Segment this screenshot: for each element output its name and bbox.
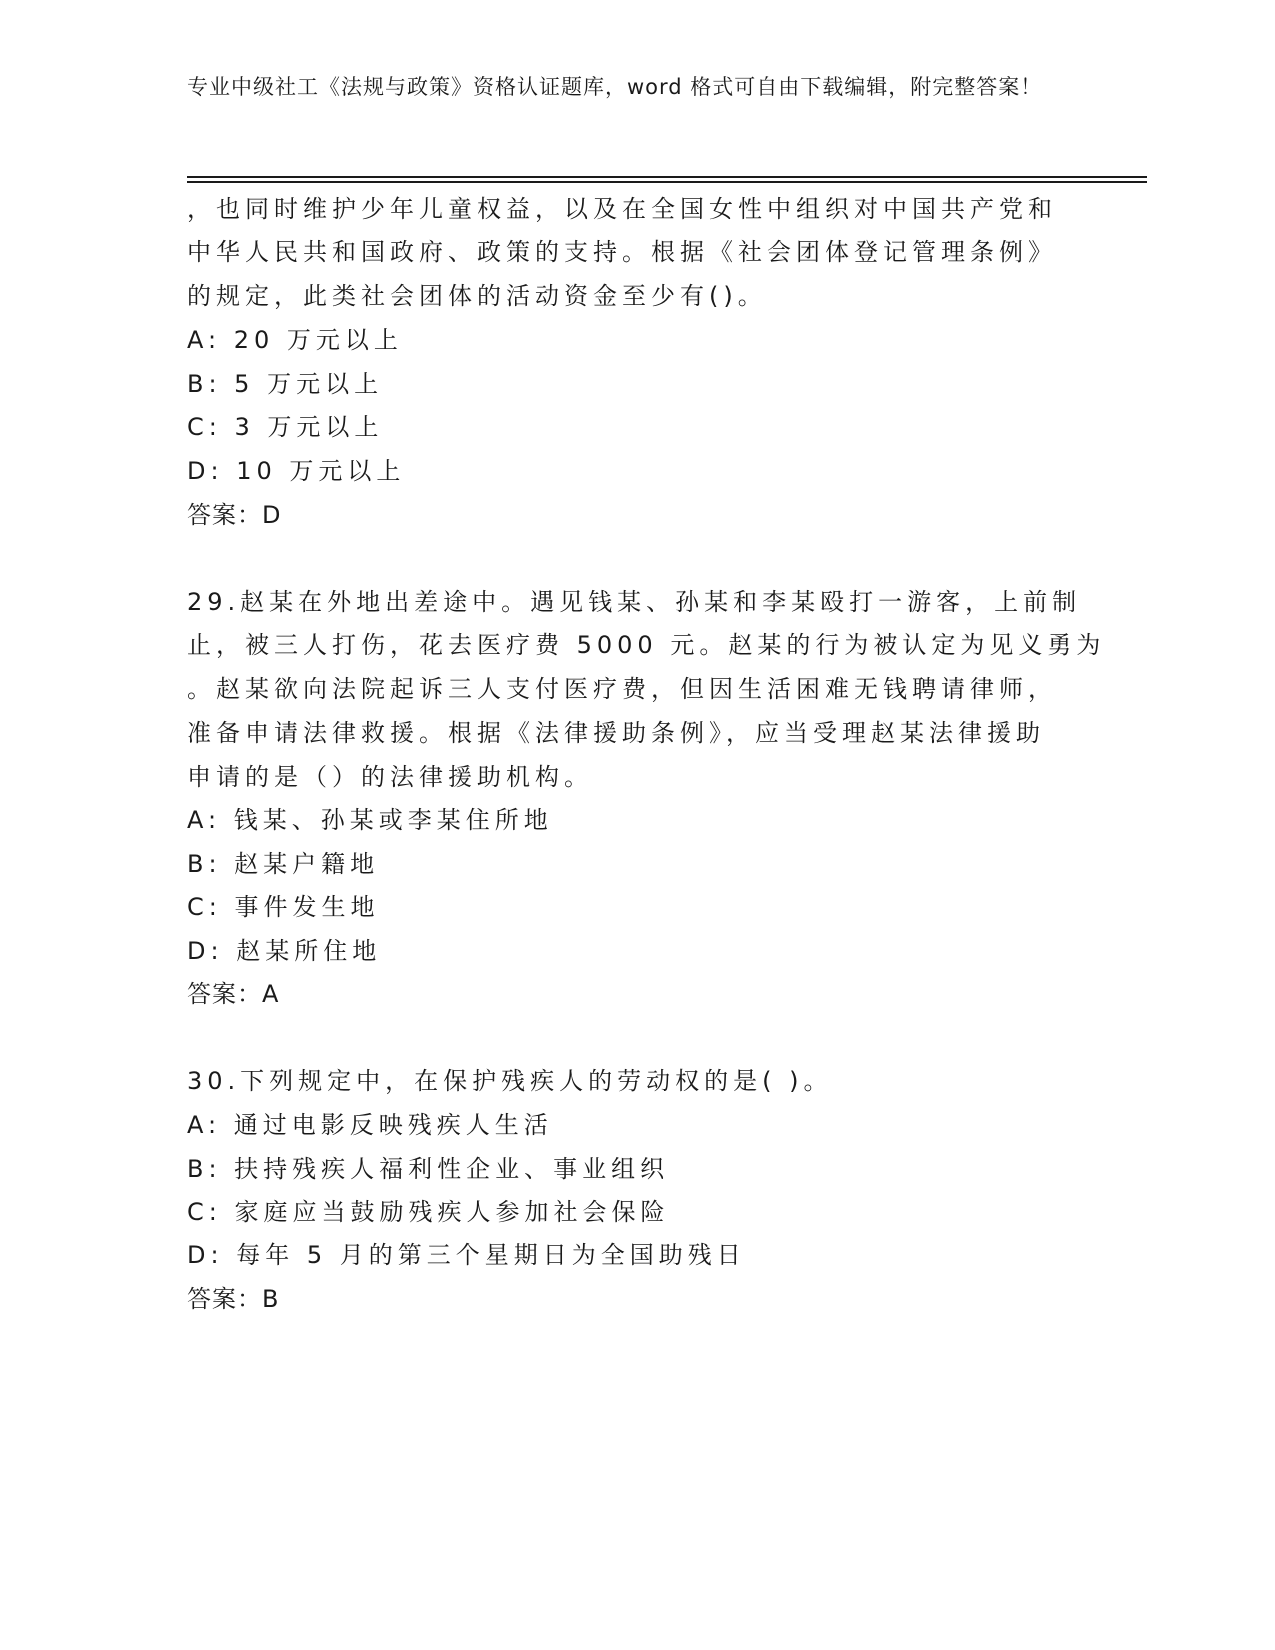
- header-divider-top: [187, 176, 1147, 178]
- q29-stem-line-5: 申请的是（）的法律援助机构。: [187, 763, 593, 791]
- q29-option-d: D: 赵某所住地: [187, 937, 382, 965]
- q29-stem-line-3: 。赵某欲向法院起诉三人支付医疗费，但因生活困难无钱聘请律师，: [187, 675, 1057, 703]
- q29-stem-line-1: 29.赵某在外地出差途中。遇见钱某、孙某和李某殴打一游客，上前制: [187, 588, 1082, 616]
- q30-option-c: C: 家庭应当鼓励残疾人参加社会保险: [187, 1198, 670, 1226]
- q28-stem-line-3: 的规定，此类社会团体的活动资金至少有()。: [187, 282, 767, 310]
- q29-stem-line-2: 止，被三人打伤，花去医疗费 5000 元。赵某的行为被认定为见义勇为: [187, 631, 1106, 659]
- q29-answer: 答案：A: [187, 980, 280, 1008]
- q28-option-d: D: 10 万元以上: [187, 457, 406, 485]
- header-divider-bottom: [187, 181, 1147, 183]
- q28-option-c: C: 3 万元以上: [187, 413, 384, 441]
- q29-option-a: A: 钱某、孙某或李某住所地: [187, 806, 553, 834]
- q30-option-a: A: 通过电影反映残疾人生活: [187, 1111, 553, 1139]
- q28-option-b: B: 5 万元以上: [187, 370, 384, 398]
- q28-answer: 答案：D: [187, 501, 282, 529]
- q28-stem-line-2: 中华人民共和国政府、政策的支持。根据《社会团体登记管理条例》: [187, 238, 1057, 266]
- q30-option-d: D: 每年 5 月的第三个星期日为全国助残日: [187, 1241, 746, 1269]
- q28-stem-line-1: ，也同时维护少年儿童权益，以及在全国女性中组织对中国共产党和: [187, 195, 1057, 223]
- q29-option-b: B: 赵某户籍地: [187, 850, 380, 878]
- q28-option-a: A: 20 万元以上: [187, 326, 403, 354]
- document-header: 专业中级社工《法规与政策》资格认证题库，word 格式可自由下载编辑，附完整答案！: [187, 75, 1043, 99]
- q30-option-b: B: 扶持残疾人福利性企业、事业组织: [187, 1155, 670, 1183]
- q30-answer: 答案：B: [187, 1285, 280, 1313]
- q30-stem-line-1: 30.下列规定中，在保护残疾人的劳动权的是( )。: [187, 1067, 833, 1095]
- q29-option-c: C: 事件发生地: [187, 893, 380, 921]
- q29-stem-line-4: 准备申请法律救援。根据《法律援助条例》，应当受理赵某法律援助: [187, 719, 1045, 747]
